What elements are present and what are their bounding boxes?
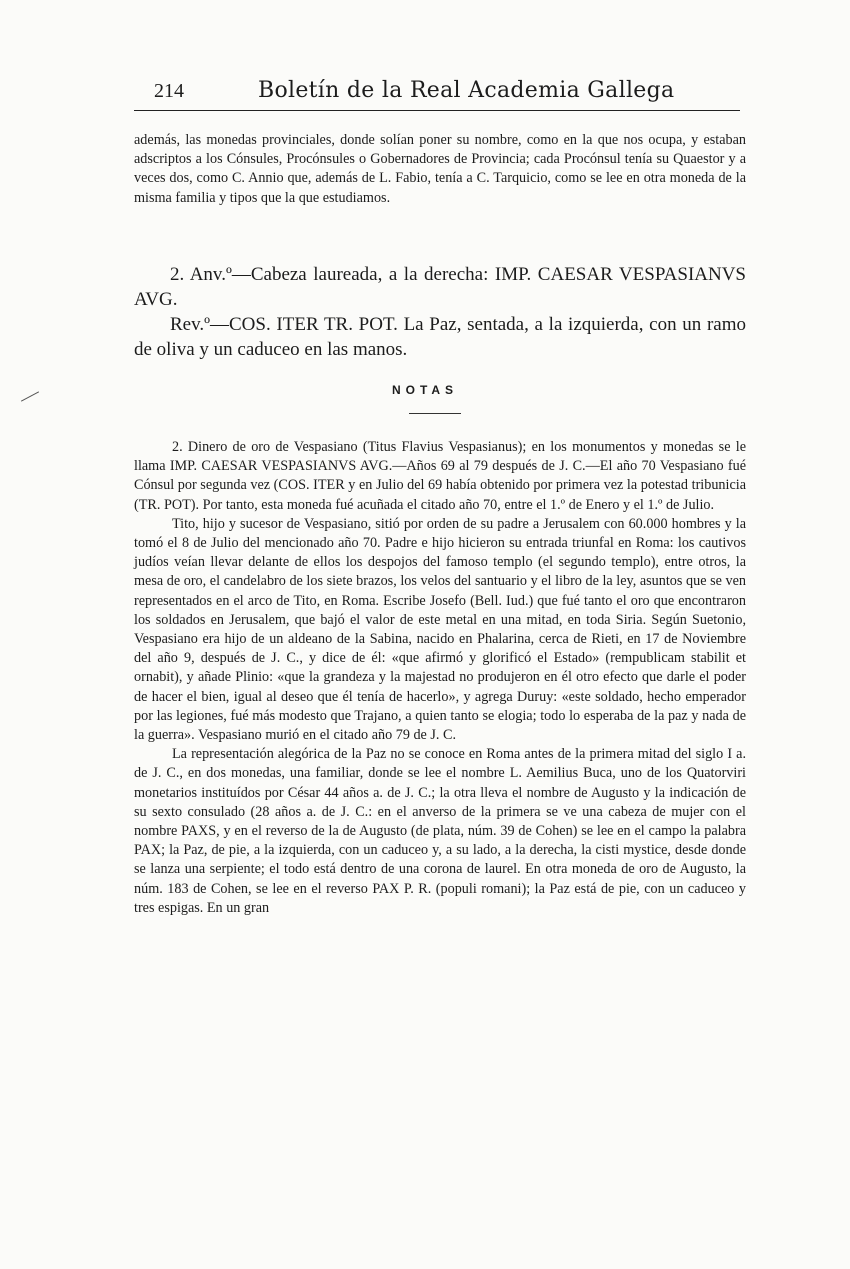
running-title: Boletín de la Real Academia Gallega — [258, 78, 675, 103]
note-paragraph: Tito, hijo y sucesor de Vespasiano, sitió por orden de su padre a Jerusalem con 60.000 hombres y la tomó el 8 de Julio del mencionado año 70. Padre e hijo hicieron su entrada triunfal en Roma: los cautivos judíos veían llevar delante de ellos los despojos del famoso templo (el segundo templo), entre otros, la mesa de oro, el candelabro de los siete brazos, los velos del santuario y el libro de la ley, asuntos que se ven representados en el arco de Tito, en Roma. Escribe Josefo (Bell. Iud.) que fué tanto el oro que encontraron los soldados en Jerusalem, que bajó el valor de este metal en una mitad, en toda Siria. Según Suetonio, Vespasiano era hijo de un aldeano de la Sabina, nacido en Phalarina, cerca de Rieti, en 17 de Noviembre del año 9, después de J. C., y dice de él: «que afirmó y glorificó el Estado» (rempublicam stabilit et ornabit), y añade Plinio: «que la grandeza y la majestad no produjeron en él otro efecto que darle el poder de hacer el bien, igual al deseo que él tenía de hacerlo», y agrega Duruy: «este soldado, hecho emperador por las legiones, fué más modesto que Trajano, a quien tanto se elogia; todo lo esperaba de la paz y nada de la guerra». Vespasiano murió en el citado año 79 de J. C. — [134, 515, 746, 744]
note-paragraph: La representación alegórica de la Paz no se conoce en Roma antes de la primera mitad del siglo I a. de J. C., en dos monedas, una familiar, donde se lee el nombre L. Aemilius Buca, uno de los Quatorviri monetarios instituídos por César 44 años a. de J. C.; la otra lleva el nombre de Augusto y la indicación de su sexto consulado (28 años a. de J. C.: en el anverso de la primera se ve una cabeza de mujer con el nombre PAXS, y en el reverso de la de Augusto (de plata, núm. 39 de Cohen) se lee en el campo la palabra PAX; la Paz, de pie, a la izquierda, con un caduceo y, a su lado, a la derecha, la cisti mystice, desde donde se lanza una serpiente; el todo está dentro de una corona de laurel. En otra moneda de oro de Augusto, la núm. 183 de Cohen, se lee en el reverso PAX P. R. (populi romani); la Paz está de pie, con un caduceo y tres espigas. En un gran — [134, 746, 746, 916]
page-header — [134, 76, 740, 111]
intro-paragraph — [134, 131, 746, 208]
notes-body — [134, 438, 746, 918]
note-paragraph: 2. Dinero de oro de Vespasiano (Titus Flavius Vespasianus); en los monumentos y monedas se le llama IMP. CAESAR VESPASIANVS AVG.—Años 69 al 79 después de J. C.—El año 70 Vespasiano fué Cónsul por segunda vez (COS. ITER y en Julio del 69 había obtenido por primera vez la potestad tribunicia (TR. POT). Por tanto, esta moneda fué acuñada el citado año 70, entre el 1.º de Enero y el 1.º de Julio. — [134, 439, 746, 513]
intro-text: además, las monedas provinciales, donde solían poner su nombre, como en la que nos ocupa, y estaban adscriptos a los Cónsules, Procónsules o Gobernadores de Provincia; cada Procónsul tenía su Quaestor y a veces dos, como C. Annio que, además de L. Fabio, tenía a C. Tarquicio, como se lee en otra moneda de la misma familia y tipos que la que estudiamos. — [134, 132, 746, 206]
coin-description — [134, 262, 746, 362]
notes-heading: NOTAS — [391, 383, 459, 397]
page-number: 214 — [154, 80, 184, 102]
coin-reverse: Rev.º—COS. ITER TR. POT. La Paz, sentada, a la izquierda, con un ramo de oliva y un caduceo en las manos. — [134, 314, 746, 360]
coin-obverse: 2. Anv.º—Cabeza laureada, a la derecha: IMP. CAESAR VESPASIANVS AVG. — [134, 264, 746, 310]
heading-rule — [409, 413, 461, 414]
